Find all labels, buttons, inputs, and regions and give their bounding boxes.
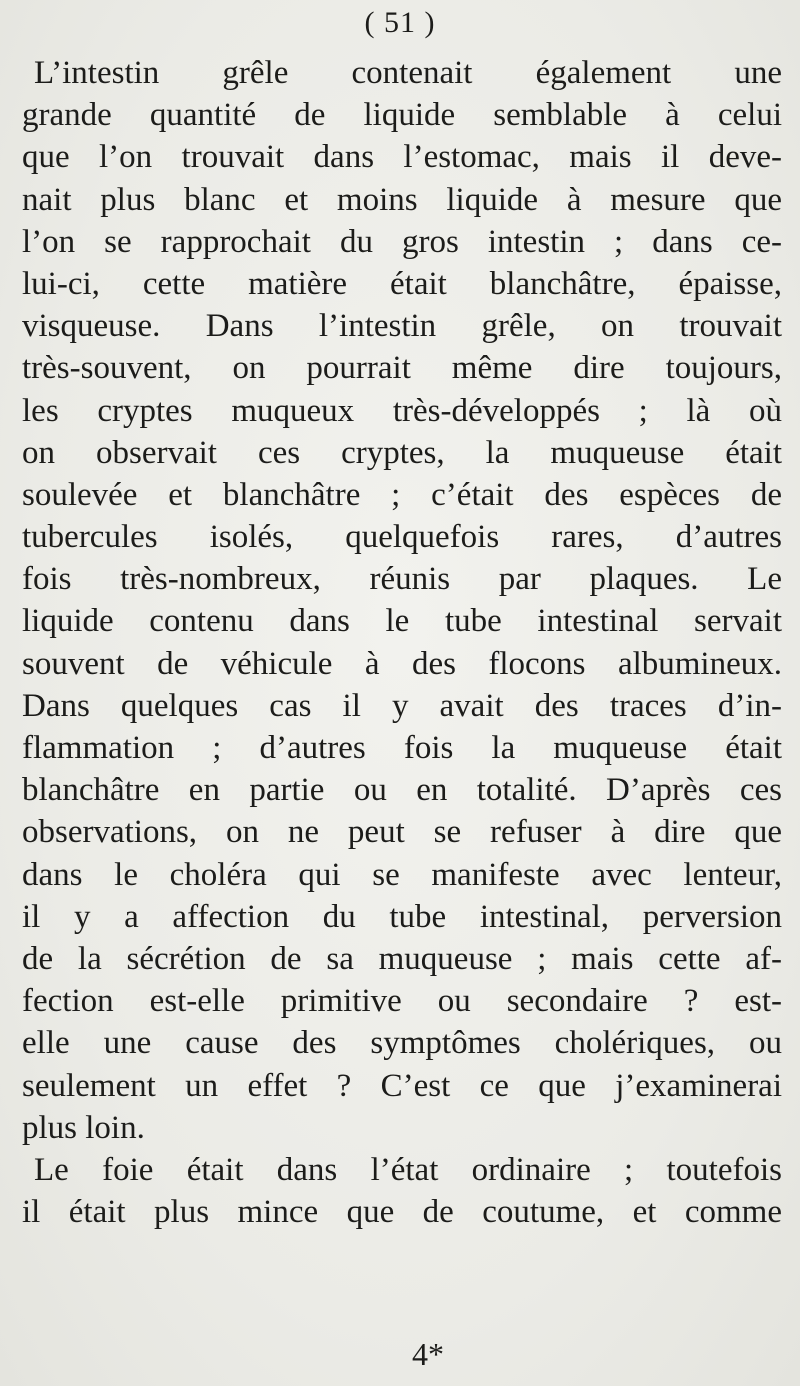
text-line: soulevée et blanchâtre ; c’était des espèces de [22,476,782,513]
text-line: tubercules isolés, quelquefois rares, d’autres [22,519,782,556]
text-line: il y a affection du tube intestinal, perversion [22,898,782,935]
text-line: Le foie était dans l’état ordinaire ; toutefois [34,1151,782,1188]
text-line: fection est-elle primitive ou secondaire ? est- [22,983,782,1020]
text-line: dans le choléra qui se manifeste avec lenteur, [22,856,782,893]
text-line: blanchâtre en partie ou en totalité. D’après ces [22,772,782,809]
text-line: flammation ; d’autres fois la muqueuse était [22,730,782,766]
body-text [22,52,782,1233]
text-line: liquide contenu dans le tube intestinal servait [22,603,782,640]
text-line: fois très-nombreux, réunis par plaques. Le [22,561,782,598]
text-line: souvent de véhicule à des flocons albumineux. [22,645,782,682]
text-line: on observait ces cryptes, la muqueuse était [22,434,782,471]
text-line: l’on se rapprochait du gros intestin ; dans ce- [22,223,782,260]
page-number: ( 51 ) [364,6,436,39]
text-line: elle une cause des symptômes cholériques, ou [22,1025,782,1062]
text-line: très-souvent, on pourrait même dire toujours, [22,350,782,387]
text-line: Dans quelques cas il y avait des traces d’in- [22,687,782,724]
text-line: observations, on ne peut se refuser à dire que [22,814,782,851]
text-line: seulement un effet ? C’est ce que j’examinerai [22,1067,782,1104]
text-line: grande quantité de liquide semblable à celui [22,97,782,134]
text-line: plus loin. [22,1109,145,1146]
signature-mark: 4* [412,1336,444,1372]
text-line: que l’on trouvait dans l’estomac, mais il deve- [22,139,782,176]
text-line: lui-ci, cette matière était blanchâtre, épaisse, [22,265,782,302]
text-line: L’intestin grêle contenait également une [34,55,782,91]
text-line: nait plus blanc et moins liquide à mesure que [22,181,782,218]
text-line: il était plus mince que de coutume, et comme [22,1194,782,1231]
text-line: visqueuse. Dans l’intestin grêle, on trouvait [22,308,782,345]
text-line: de la sécrétion de sa muqueuse ; mais cette af- [22,940,782,977]
text-line: les cryptes muqueux très-développés ; là où [22,392,782,429]
